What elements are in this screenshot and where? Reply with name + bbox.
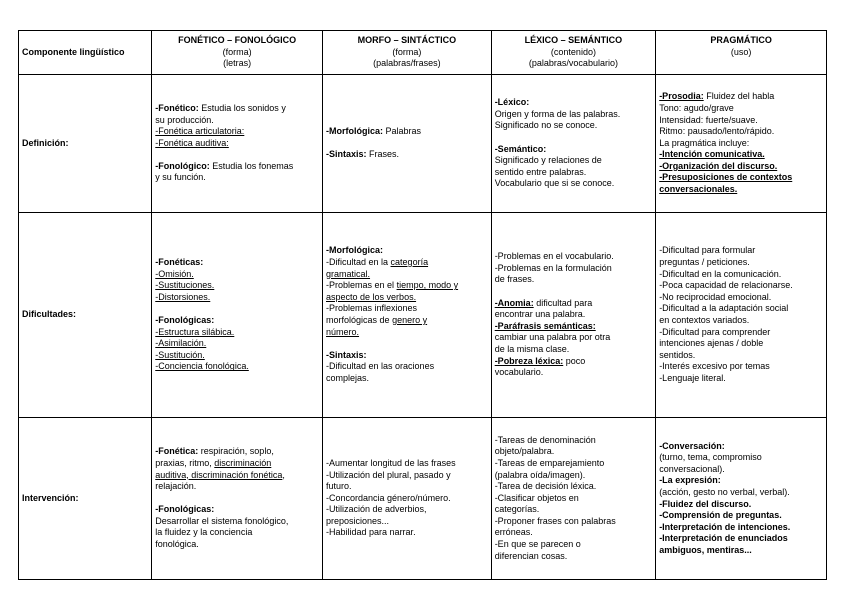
- cell: [656, 418, 827, 580]
- text-run: Desarrollar el sistema fonológico,: [155, 515, 289, 526]
- cell-line: [659, 487, 823, 499]
- text-run: -Sustituciones.: [155, 280, 215, 291]
- cell-line: [155, 458, 319, 470]
- text-run: -Morfológica:: [326, 245, 384, 256]
- text-run: -Conversación:: [659, 440, 725, 451]
- header-col-subtitle: (contenido): [550, 46, 596, 57]
- cell-line: [659, 464, 823, 476]
- text-run: genero y: [392, 315, 428, 325]
- text-run: -Proponer frases con palabras: [494, 515, 616, 526]
- text-run: -Dificultad a la adaptación social: [659, 303, 789, 314]
- text-run: -Fluidez del discurso.: [659, 498, 752, 509]
- text-run: -Tarea de decisión léxica.: [494, 481, 597, 492]
- cell-line: [495, 109, 653, 121]
- cell-line: [495, 298, 653, 310]
- text-run: Fluidez del habla: [703, 91, 775, 102]
- text-run: Palabras: [383, 126, 422, 137]
- cell-line: [495, 446, 653, 458]
- cell-line: [659, 103, 823, 115]
- cell-line: [659, 172, 823, 184]
- text-run: Vocabulario que si se conoce.: [494, 178, 615, 189]
- cell-line: [495, 251, 653, 263]
- text-run: número.: [326, 326, 360, 337]
- line-gap: [155, 303, 319, 315]
- cell: [323, 75, 492, 213]
- cell-line: [155, 115, 319, 127]
- cell: [152, 213, 323, 418]
- cell-line: [326, 257, 488, 269]
- line-gap: [326, 138, 488, 150]
- text-run: -Distorsiones.: [155, 291, 211, 302]
- text-run: categoría: [390, 257, 429, 268]
- cell-line: [495, 155, 653, 167]
- cell-line: [495, 493, 653, 505]
- text-run: ambiguos, mentiras...: [659, 544, 752, 555]
- cell-line: [659, 91, 823, 103]
- text-run: relajación.: [155, 481, 197, 492]
- header-col-fonetico: [152, 31, 323, 75]
- text-run: -Morfológica:: [326, 126, 384, 137]
- text-run: -Habilidad para narrar.: [326, 527, 416, 538]
- text-run: -Lenguaje literal.: [659, 372, 726, 383]
- cell-line: [155, 361, 319, 373]
- text-run: -Semántico:: [494, 143, 547, 154]
- text-run: fonológica.: [155, 539, 199, 550]
- cell-line: [155, 539, 319, 551]
- text-run: -Sintaxis:: [326, 349, 367, 360]
- text-run: sentidos.: [659, 349, 696, 360]
- text-run: -Dificultad para formular: [659, 245, 756, 256]
- text-run: Tono: agudo/grave: [659, 102, 734, 113]
- cell-line: [659, 126, 823, 138]
- cell-line: [659, 257, 823, 269]
- cell-line: [659, 510, 823, 522]
- cell-line: [495, 263, 653, 275]
- cell-line: [155, 350, 319, 362]
- text-run: -Clasificar objetos en: [494, 492, 579, 503]
- cell-line: [326, 458, 488, 470]
- header-col-subtitle: (uso): [730, 46, 752, 57]
- linguistic-components-table: [18, 30, 827, 580]
- cell-line: [326, 527, 488, 539]
- line-gap: [495, 286, 653, 298]
- cell-line: [155, 470, 319, 482]
- text-run: Origen y forma de las palabras.: [494, 108, 621, 119]
- text-run: Estudia los sonidos y: [198, 102, 286, 113]
- header-col-subtitle: (palabras/frases): [373, 58, 441, 69]
- header-component-label: Componente lingüístico: [22, 46, 125, 57]
- cell-line: [659, 303, 823, 315]
- header-col-subtitle: (palabras/vocabulario): [528, 58, 618, 69]
- text-run: -Fonética articulatoria:: [155, 126, 245, 137]
- text-run: Estudia los fonemas: [209, 160, 294, 171]
- cell-line: [326, 126, 488, 138]
- cell-line: [326, 280, 488, 292]
- cell-line: [659, 315, 823, 327]
- cell-line: [495, 144, 653, 156]
- cell-line: [155, 338, 319, 350]
- text-run: -Fonológico:: [155, 160, 210, 171]
- text-run: -Pobreza léxica:: [494, 355, 564, 366]
- cell-line: [659, 138, 823, 150]
- text-run: Significado y relaciones de: [494, 155, 602, 166]
- header-col-title: FONÉTICO – FONOLÓGICO: [178, 35, 297, 46]
- text-run: -Paráfrasis semánticas:: [494, 320, 596, 331]
- cell-line: [495, 356, 653, 368]
- cell-line: [326, 149, 488, 161]
- cell-line: [495, 321, 653, 333]
- cell-line: [155, 516, 319, 528]
- row-label-text: Definición:: [22, 137, 69, 148]
- text-run: la fluidez y la conciencia: [155, 527, 253, 538]
- cell-line: [326, 470, 488, 482]
- text-run: -Tareas de denominación: [494, 434, 596, 445]
- cell-line: [495, 309, 653, 321]
- cell-line: [659, 441, 823, 453]
- cell-line: [155, 292, 319, 304]
- text-run: complejas.: [326, 372, 370, 383]
- text-run: su producción.: [155, 114, 214, 125]
- cell-line: [155, 315, 319, 327]
- text-run: -No reciprocidad emocional.: [659, 291, 772, 302]
- header-col-title: LÉXICO – SEMÁNTICO: [524, 35, 623, 46]
- text-run: -Fonéticas:: [155, 257, 204, 268]
- text-run: -Omisión.: [155, 268, 194, 279]
- header-component: [19, 31, 152, 75]
- text-run: sentido entre palabras.: [494, 166, 587, 177]
- text-run: dificultad para: [533, 297, 593, 308]
- text-run: -Utilización de adverbios,: [326, 504, 427, 515]
- text-run: -Fonológicas:: [155, 315, 215, 325]
- text-run: -Fonético:: [155, 102, 199, 113]
- cell-line: [326, 245, 488, 257]
- text-run: (acción, gesto no verbal, verbal).: [659, 486, 790, 497]
- cell-line: [495, 481, 653, 493]
- text-run: de la misma clase.: [494, 343, 570, 354]
- cell-line: [659, 338, 823, 350]
- text-run: poco: [563, 355, 586, 366]
- text-run: y su función.: [155, 172, 206, 183]
- text-run: -Problemas en la formulación: [494, 262, 612, 273]
- text-run: de frases.: [494, 274, 535, 285]
- text-run: tiempo, modo y: [396, 280, 459, 291]
- text-run: auditiva, discriminación fonética: [155, 469, 283, 480]
- text-run: La pragmática incluye:: [659, 137, 750, 148]
- cell-line: [495, 97, 653, 109]
- cell-line: [659, 373, 823, 385]
- cell-line: [155, 269, 319, 281]
- cell-line: [659, 269, 823, 281]
- cell-line: [326, 327, 488, 339]
- cell-line: [659, 280, 823, 292]
- cell-line: [326, 292, 488, 304]
- row-label: [19, 75, 152, 213]
- cell-line: [155, 504, 319, 516]
- text-run: ,: [282, 469, 285, 480]
- cell-line: [659, 475, 823, 487]
- text-run: futuro.: [326, 481, 352, 492]
- cell-line: [659, 522, 823, 534]
- cell-line: [155, 257, 319, 269]
- cell-line: [659, 184, 823, 196]
- cell-line: [495, 435, 653, 447]
- header-col-subtitle: (forma): [392, 46, 422, 57]
- cell: [491, 418, 656, 580]
- text-run: -Interpretación de enunciados: [659, 533, 788, 544]
- row-label: [19, 418, 152, 580]
- text-run: -Problemas en el: [326, 280, 397, 291]
- text-run: -Utilización del plural, pasado y: [326, 469, 451, 480]
- text-run: -Comprensión de preguntas.: [659, 510, 782, 521]
- text-run: -La expresión:: [659, 475, 721, 486]
- cell-line: [155, 161, 319, 173]
- cell-line: [659, 161, 823, 173]
- header-col-lexico: [491, 31, 656, 75]
- text-run: -En que se parecen o: [494, 539, 581, 550]
- cell-line: [495, 527, 653, 539]
- text-run: cambiar una palabra por otra: [494, 332, 611, 343]
- text-run: -Anomia:: [494, 297, 534, 308]
- row-definicion: [19, 75, 827, 213]
- cell-line: [659, 292, 823, 304]
- cell-line: [155, 103, 319, 115]
- cell-line: [155, 126, 319, 138]
- text-run: gramatical.: [326, 268, 371, 279]
- cell-line: [659, 452, 823, 464]
- text-run: -Fonética:: [155, 446, 199, 457]
- cell: [656, 213, 827, 418]
- cell-line: [495, 178, 653, 190]
- text-run: -Poca capacidad de relacionarse.: [659, 280, 793, 291]
- text-run: encontrar una palabra.: [494, 309, 586, 320]
- row-label-text: Intervención:: [22, 492, 79, 503]
- text-run: -Sintaxis:: [326, 149, 367, 160]
- cell-line: [326, 493, 488, 505]
- cell-line: [659, 545, 823, 557]
- text-run: morfológicas de: [326, 315, 393, 325]
- text-run: objeto/palabra.: [494, 446, 555, 457]
- header-col-subtitle: (letras): [223, 58, 252, 69]
- cell-line: [155, 481, 319, 493]
- cell: [152, 75, 323, 213]
- cell-line: [326, 373, 488, 385]
- text-run: Significado no se conoce.: [494, 120, 598, 131]
- text-run: -Presuposiciones de contextos: [659, 172, 793, 183]
- cell-line: [495, 344, 653, 356]
- text-run: aspecto de los verbos.: [326, 291, 417, 302]
- text-run: intenciones ajenas / doble: [659, 338, 764, 349]
- cell-line: [495, 470, 653, 482]
- text-run: conversacional).: [659, 463, 725, 474]
- cell-line: [495, 504, 653, 516]
- cell-line: [495, 332, 653, 344]
- cell-line: [495, 274, 653, 286]
- text-run: -Dificultad en la: [326, 257, 391, 268]
- cell-line: [326, 315, 488, 327]
- cell: [323, 213, 492, 418]
- cell-line: [326, 481, 488, 493]
- text-run: discriminación: [214, 457, 272, 468]
- header-col-title: MORFO – SINTÁCTICO: [357, 35, 457, 46]
- text-run: -Interpretación de intenciones.: [659, 521, 791, 532]
- cell-line: [155, 138, 319, 150]
- cell-line: [659, 361, 823, 373]
- cell: [323, 418, 492, 580]
- cell-line: [326, 361, 488, 373]
- line-gap: [155, 149, 319, 161]
- cell-line: [659, 327, 823, 339]
- header-col-pragmatico: [656, 31, 827, 75]
- cell: [491, 213, 656, 418]
- text-run: (palabra oída/imagen).: [494, 469, 586, 480]
- text-run: praxias, ritmo,: [155, 457, 215, 468]
- cell-line: [659, 499, 823, 511]
- cell-line: [495, 539, 653, 551]
- header-col-title: PRAGMÁTICO: [710, 35, 772, 46]
- row-dificultades: [19, 213, 827, 418]
- text-run: -Sustitución.: [155, 349, 205, 360]
- row-label: [19, 213, 152, 418]
- line-gap: [155, 493, 319, 505]
- text-run: -Fonológicas:: [155, 504, 215, 515]
- text-run: preposiciones...: [326, 515, 390, 526]
- cell-line: [659, 115, 823, 127]
- text-run: -Concordancia género/número.: [326, 492, 451, 503]
- cell-line: [326, 504, 488, 516]
- cell-line: [155, 527, 319, 539]
- cell-line: [155, 280, 319, 292]
- text-run: conversacionales.: [659, 184, 738, 195]
- cell-line: [155, 172, 319, 184]
- header-col-morfo: [323, 31, 492, 75]
- text-run: -Organización del discurso.: [659, 160, 778, 171]
- text-run: Frases.: [366, 149, 400, 160]
- cell-line: [495, 167, 653, 179]
- cell-line: [659, 149, 823, 161]
- cell-line: [326, 516, 488, 528]
- row-intervencion: [19, 418, 827, 580]
- cell-line: [495, 551, 653, 563]
- text-run: diferencian cosas.: [494, 550, 568, 561]
- cell-line: [495, 367, 653, 379]
- text-run: categorías.: [494, 504, 540, 515]
- cell-line: [659, 245, 823, 257]
- cell-line: [155, 327, 319, 339]
- cell-line: [495, 120, 653, 132]
- header-col-subtitle: (forma): [222, 46, 252, 57]
- text-run: -Dificultad en la comunicación.: [659, 268, 782, 279]
- text-run: -Problemas inflexiones: [326, 303, 418, 314]
- text-run: preguntas / peticiones.: [659, 257, 750, 268]
- cell: [656, 75, 827, 213]
- text-run: -Estructura silábica.: [155, 326, 235, 337]
- text-run: (turno, tema, compromiso: [659, 452, 762, 463]
- cell-line: [326, 303, 488, 315]
- cell-line: [326, 350, 488, 362]
- text-run: -Interés excesivo por temas: [659, 361, 770, 372]
- cell-line: [659, 533, 823, 545]
- cell-line: [495, 458, 653, 470]
- line-gap: [495, 132, 653, 144]
- line-gap: [326, 338, 488, 350]
- cell-line: [659, 350, 823, 362]
- text-run: -Tareas de emparejamiento: [494, 457, 605, 468]
- cell: [152, 418, 323, 580]
- header-row: [19, 31, 827, 75]
- text-run: -Léxico:: [494, 97, 530, 108]
- text-run: respiración, soplo,: [198, 446, 274, 457]
- text-run: -Problemas en el vocabulario.: [494, 251, 614, 262]
- text-run: -Dificultad para comprender: [659, 326, 771, 337]
- cell-line: [495, 516, 653, 528]
- cell-line: [326, 269, 488, 281]
- text-run: Intensidad: fuerte/suave.: [659, 114, 758, 125]
- text-run: -Prosodia:: [659, 91, 704, 102]
- text-run: en contextos variados.: [659, 315, 750, 325]
- cell-line: [155, 446, 319, 458]
- text-run: erróneas.: [494, 527, 533, 538]
- row-label-text: Dificultades:: [22, 309, 77, 320]
- text-run: -Fonética auditiva:: [155, 137, 229, 148]
- text-run: -Asimilación.: [155, 338, 207, 349]
- text-run: Ritmo: pausado/lento/rápido.: [659, 126, 775, 137]
- text-run: -Conciencia fonológica.: [155, 361, 249, 372]
- text-run: -Dificultad en las oraciones: [326, 361, 435, 372]
- text-run: vocabulario.: [494, 367, 544, 378]
- text-run: -Aumentar longitud de las frases: [326, 457, 456, 468]
- cell: [491, 75, 656, 213]
- text-run: -Intención comunicativa.: [659, 149, 765, 160]
